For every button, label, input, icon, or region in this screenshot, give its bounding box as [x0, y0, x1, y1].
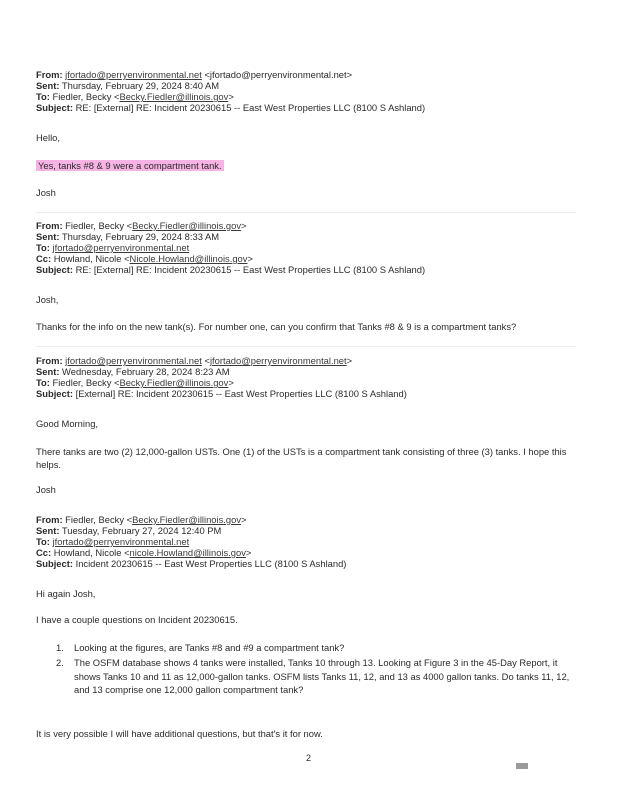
divider: [36, 212, 576, 213]
email1-greeting: Hello,: [36, 132, 60, 143]
email2-body: Thanks for the info on the new tank(s). For number one, can you confirm that Tanks #8 & 9 is a compartment tanks?: [36, 321, 517, 332]
email3-from: From: jfortado@perryenvironmental.net <jfortado@perryenvironmental.net>: [36, 355, 353, 366]
page-number: 2: [306, 753, 312, 763]
email2-cc: Cc: Howland, Nicole <Nicole.Howland@illinois.gov>: [36, 253, 253, 264]
email1-subject: Subject: RE: [External] RE: Incident 20230615 -- East West Properties LLC (8100 S Ashland): [36, 102, 426, 113]
email1-body: [36, 160, 224, 171]
list-item: 1. Looking at the figures, are Tanks #8 and #9 a compartment tank?: [56, 642, 345, 653]
email3-greeting: Good Morning,: [36, 418, 99, 429]
email4-cc: Cc: Howland, Nicole <nicole.Howland@illinois.gov>: [36, 547, 252, 558]
email3-sent: Sent: Wednesday, February 28, 2024 8:23 AM: [36, 366, 230, 377]
email2-to-link[interactable]: jfortado@perryenvironmental.net: [52, 242, 190, 253]
highlighted-text: Yes, tanks #8 & 9 were a compartment tank.: [38, 160, 222, 171]
email4-sent: Sent: Tuesday, February 27, 2024 12:40 PM: [36, 525, 222, 536]
email1-sent: Sent: Thursday, February 29, 2024 8:40 AM: [36, 80, 220, 91]
email1-from-link[interactable]: jfortado@perryenvironmental.net: [65, 69, 202, 80]
email4-cc-link[interactable]: nicole.Howland@illinois.gov: [129, 547, 246, 558]
email3-body: There tanks are two (2) 12,000-gallon USTs. One (1) of the USTs is a compartment tank consisting of three (3) tanks. I hope this helps.: [36, 446, 567, 470]
email3-to-link[interactable]: Becky.Fiedler@illinois.gov: [119, 377, 229, 388]
email4-to-link[interactable]: jfortado@perryenvironmental.net: [52, 536, 190, 547]
email2-from-link[interactable]: Becky.Fiedler@illinois.gov: [132, 220, 242, 231]
email3-from-link-2[interactable]: jfortado@perryenvironmental.net: [209, 355, 347, 366]
scan-mark: [516, 763, 528, 769]
email2-greeting: Josh,: [36, 294, 59, 305]
email1-to-link[interactable]: Becky.Fiedler@illinois.gov: [119, 91, 229, 102]
email4-closing: It is very possible I will have additional questions, but that's it for now.: [36, 728, 323, 739]
email2-to: To: jfortado@perryenvironmental.net: [36, 242, 190, 253]
email4-greeting: Hi again Josh,: [36, 588, 96, 599]
email3-subject: Subject: [External] RE: Incident 20230615 -- East West Properties LLC (8100 S Ashland): [36, 388, 407, 399]
email4-to: To: jfortado@perryenvironmental.net: [36, 536, 190, 547]
email4-from-link[interactable]: Becky.Fiedler@illinois.gov: [132, 514, 242, 525]
email1-to: To: Fiedler, Becky <Becky.Fiedler@illinois.gov>: [36, 91, 234, 102]
email2-sent: Sent: Thursday, February 29, 2024 8:33 AM: [36, 231, 220, 242]
email3-to: To: Fiedler, Becky <Becky.Fiedler@illinois.gov>: [36, 377, 234, 388]
email4-subject: Subject: Incident 20230615 -- East West Properties LLC (8100 S Ashland): [36, 558, 347, 569]
email2-from: From: Fiedler, Becky <Becky.Fiedler@illinois.gov>: [36, 220, 247, 231]
list-item: 2. The OSFM database shows 4 tanks were installed, Tanks 10 through 13. Looking at Figure 3 in the 45-Day Report, it shows Tanks 10 and 11 as 12,000-gallon tanks. OSFM lists Tanks 11, 12, and 13 as 4000 gallon tanks. Do tanks 11, 12, and 13 comprise one 12,000 gallon compartment tank?: [56, 657, 570, 695]
email2-cc-link[interactable]: Nicole.Howland@illinois.gov: [129, 253, 248, 264]
email3-from-link[interactable]: jfortado@perryenvironmental.net: [65, 355, 202, 366]
divider: [36, 346, 576, 347]
email3-signoff: Josh: [36, 484, 56, 495]
email2-subject: Subject: RE: [External] RE: Incident 20230615 -- East West Properties LLC (8100 S Ashland): [36, 264, 426, 275]
email1-signoff: Josh: [36, 187, 56, 198]
email4-from: From: Fiedler, Becky <Becky.Fiedler@illinois.gov>: [36, 514, 247, 525]
email4-intro: I have a couple questions on Incident 20230615.: [36, 614, 238, 625]
email1-from: From: jfortado@perryenvironmental.net <jfortado@perryenvironmental.net>: [36, 69, 353, 80]
